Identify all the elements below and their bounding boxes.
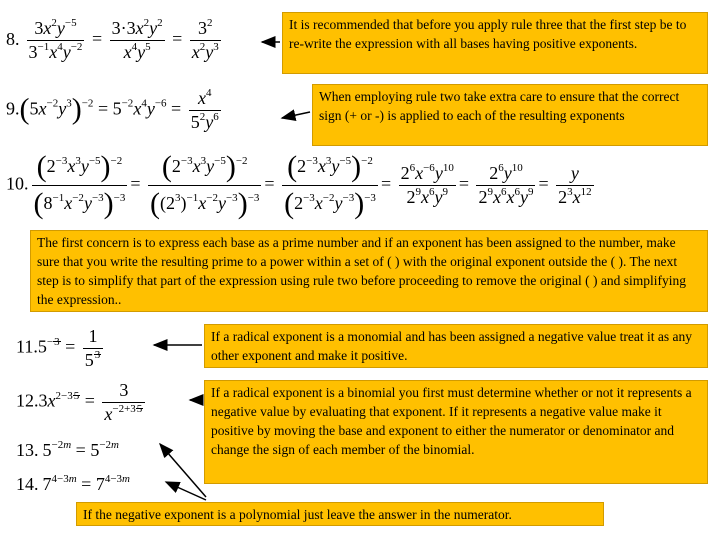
problem-label: 14. bbox=[16, 474, 39, 494]
note-rule-two-sign: When employing rule two take extra care to ensure that the correct sign (+ or -) is applied to each of the resulting exponents bbox=[312, 84, 708, 146]
fraction: $\frac{3}{x^{-2+35}}$ bbox=[102, 380, 145, 425]
note-radical-binomial: If a radical exponent is a binomial you first must determine whether or not it represents a negative value by evaluating that exponent. If it represents a negative value make it positive by moving the base and exponent to either the numerator or denominator and change the sign of each member of the binomial. bbox=[204, 380, 708, 484]
fraction: $\frac{x^4}{5^2y^6}$ bbox=[190, 87, 219, 132]
arrow-icon bbox=[282, 112, 310, 118]
fraction: $\frac{(2^{-3}x^3y^{-5})^{-2}}{(8^{-1}x^{-2}y^{-3})^{-3}}$ bbox=[33, 150, 126, 220]
problem-10: 10. $\frac{(2^{-3}x^3y^{-5})^{-2}}{(8^{-1}x^{-2}y^{-3})^{-3}}$ = $\frac{(2^{-3}x^3y^{-5})^{-2}}{((2^3)^{-1}x^{-2}y^{-3})^{-3}}$ = $\frac{(2^{-3}x^3y^{-5})^{-2}}{(2^{-3}x^{-2}y^{-3})^{-3}}$ = $\frac{2^6x^{-6}y^{10}}{2^9x^6y^9}$ = $\frac{2^6y^{10}}{2^9x^6x^6y^9}$ = $\frac{y}{2^3x^{12}}$ bbox=[6, 150, 592, 220]
problem-11: $11.5^{-3}$ = $\frac{1}{5^3}$ bbox=[16, 326, 106, 371]
problem-12: $12.3x^{2-35}$ = $\frac{3}{x^{-2+35}}$ bbox=[16, 380, 148, 425]
fraction: $\frac{(2^{-3}x^3y^{-5})^{-2}}{(2^{-3}x^{-2}y^{-3})^{-3}}$ bbox=[284, 150, 376, 220]
fraction: $\frac{3\cdot 3x^2y^2}{x^4y^5}$ bbox=[111, 17, 163, 62]
problem-label: 9. bbox=[6, 98, 20, 119]
problem-label: 10. bbox=[6, 173, 29, 194]
note-rule-three: It is recommended that before you apply rule three that the first step be to re-write the expression with all bases having positive exponents. bbox=[282, 12, 708, 74]
fraction: $\frac{(2^{-3}x^3y^{-5})^{-2}}{((2^3)^{-1}x^{-2}y^{-3})^{-3}}$ bbox=[150, 150, 260, 220]
fraction: $\frac{3x^2y^{-5}}{3^{-1}x^4y^{-2}}$ bbox=[28, 17, 83, 62]
fraction: $\frac{3^2}{x^2y^3}$ bbox=[191, 17, 219, 62]
problem-13: 13. $5^{-2m} = 5^{-2m}$ bbox=[16, 439, 119, 460]
fraction: $\frac{y}{2^3x^{12}}$ bbox=[558, 163, 592, 207]
problem-14: 14. $7^{4-3m} = 7^{4-3m}$ bbox=[16, 473, 130, 494]
fraction: $\frac{2^6y^{10}}{2^9x^6x^6y^9}$ bbox=[478, 162, 534, 207]
problem-9: $9.(5x^{-2}y^3)^{-2} = 5^{-2}x^4y^{-6}$ = $\frac{x^4}{5^2y^6}$ bbox=[6, 87, 219, 132]
problem-label: 13. bbox=[16, 440, 39, 460]
note-radical-monomial: If a radical exponent is a monomial and has been assigned a negative value treat it as any other exponent and make it positive. bbox=[204, 324, 708, 368]
fraction: $\frac{1}{5^3}$ bbox=[83, 326, 104, 371]
problem-label: 8. bbox=[6, 28, 20, 49]
problem-label: 12. bbox=[16, 390, 39, 411]
note-polynomial: If the negative exponent is a polynomial just leave the answer in the numerator. bbox=[76, 502, 604, 526]
problem-8: 8. $\frac{3x^2y^{-5}}{3^{-1}x^4y^{-2}}$ = $\frac{3\cdot 3x^2y^2}{x^4y^5}$ = $\frac{3^2}{x^2y^3}$ bbox=[6, 17, 219, 62]
problem-label: 11. bbox=[16, 336, 38, 357]
note-prime-base: The first concern is to express each base as a prime number and if an exponent has been assigned to the number, make sure that you write the resulting prime to a power within a set of ( ) with the original exponent outside the ( ). The next step is to simplify that part of the expression using rule two before proceeding to remove the original ( ) and simplifying the expression.. bbox=[30, 230, 708, 312]
fraction: $\frac{2^6x^{-6}y^{10}}{2^9x^6y^9}$ bbox=[400, 162, 454, 207]
